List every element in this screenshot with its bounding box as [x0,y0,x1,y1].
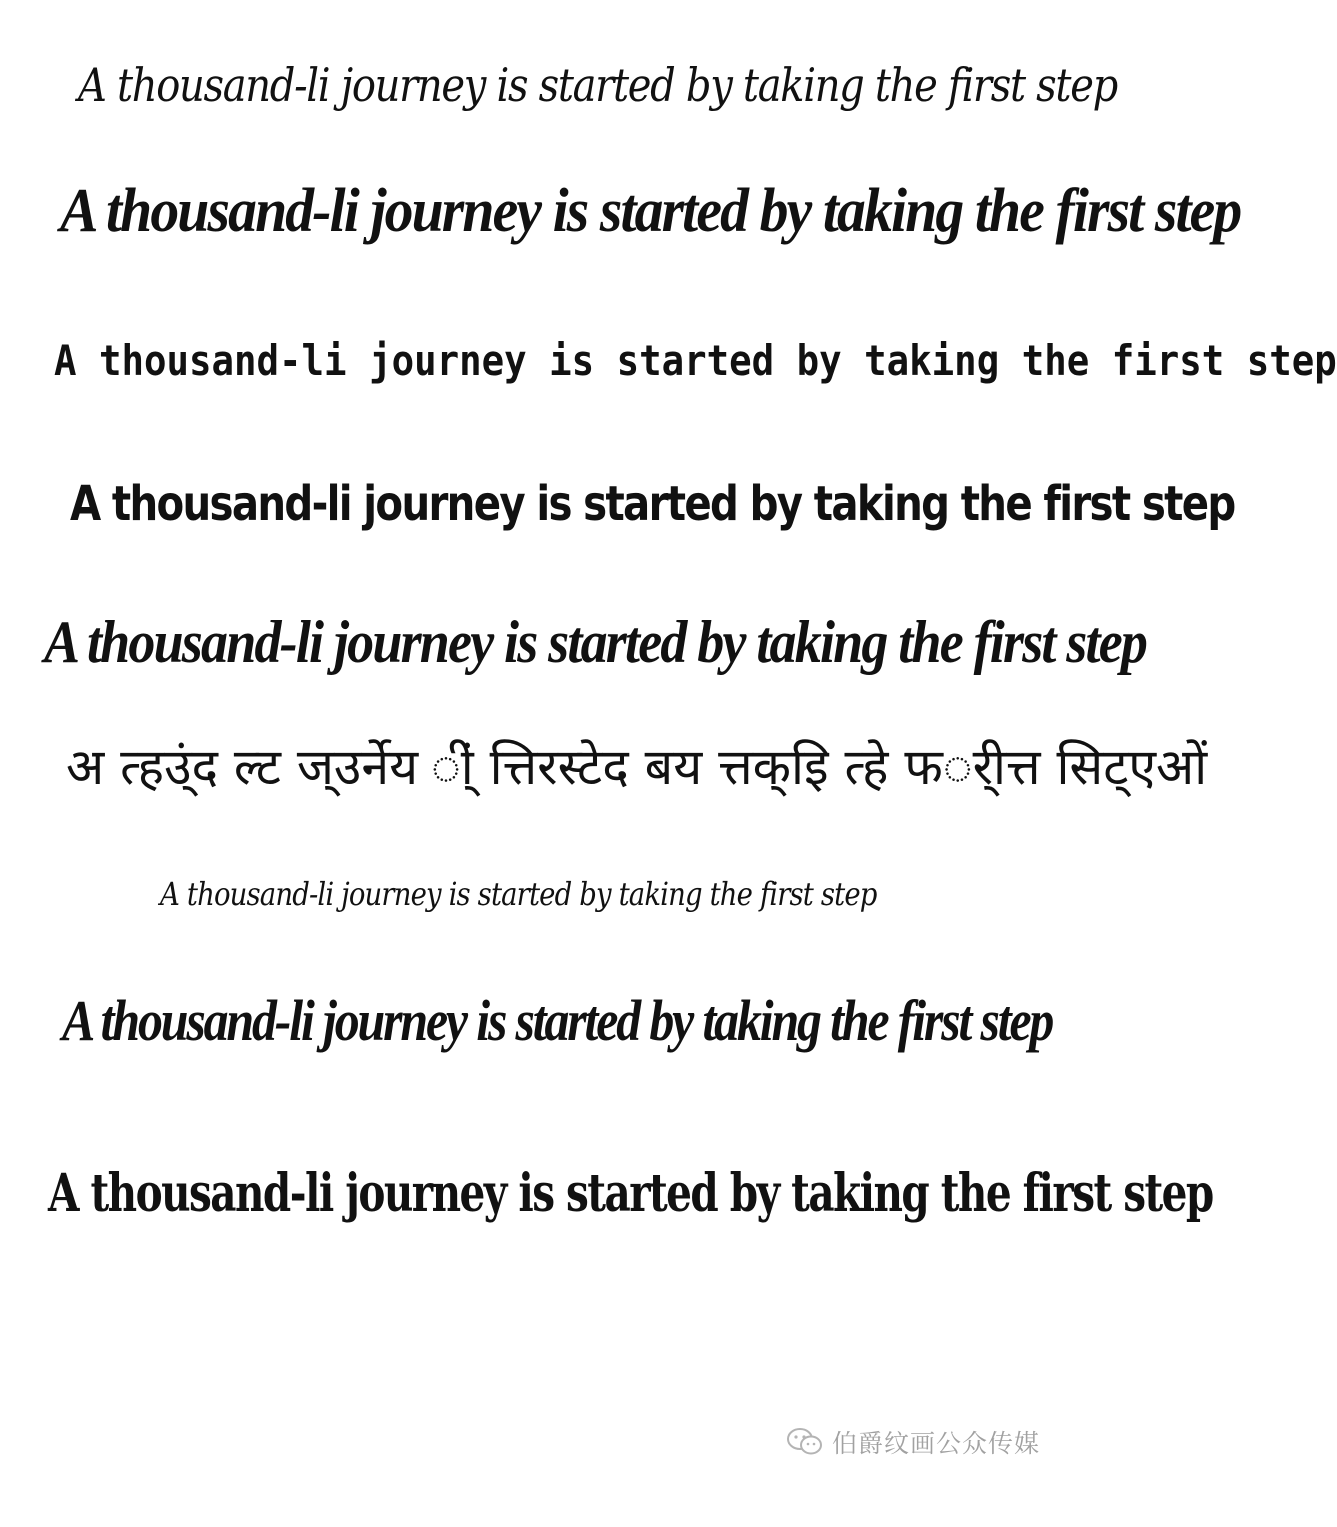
font-sample-8: A thousand-li journey is started by taking the first step [62,988,1053,1053]
font-sample-6: अ त्हउ्ंद ल्ट ज्उर्नेय ी्ं त्तिरस्टेद बय त्तक्इि त्हे फर्ीत्त सिट्एओं [66,738,1208,796]
font-sample-2: A thousand-li journey is started by taking the first step [60,177,1241,245]
font-sample-4: A thousand-li journey is started by taking the first step [70,476,1235,532]
watermark-text: 伯爵纹画公众传媒 [832,1429,1041,1458]
wechat-icon [786,1427,824,1457]
font-sample-9: A thousand-li journey is started by taking the first step [48,1163,1213,1224]
watermark [786,1424,1040,1460]
font-sample-7: A thousand-li journey is started by taking the first step [160,875,877,913]
font-sample-3: A thousand-li journey is started by taking the first step [54,336,1337,385]
font-sample-5: A thousand-li journey is started by taking the first step [44,609,1147,675]
font-sample-1: A thousand-li journey is started by taking the first step [78,58,1117,112]
